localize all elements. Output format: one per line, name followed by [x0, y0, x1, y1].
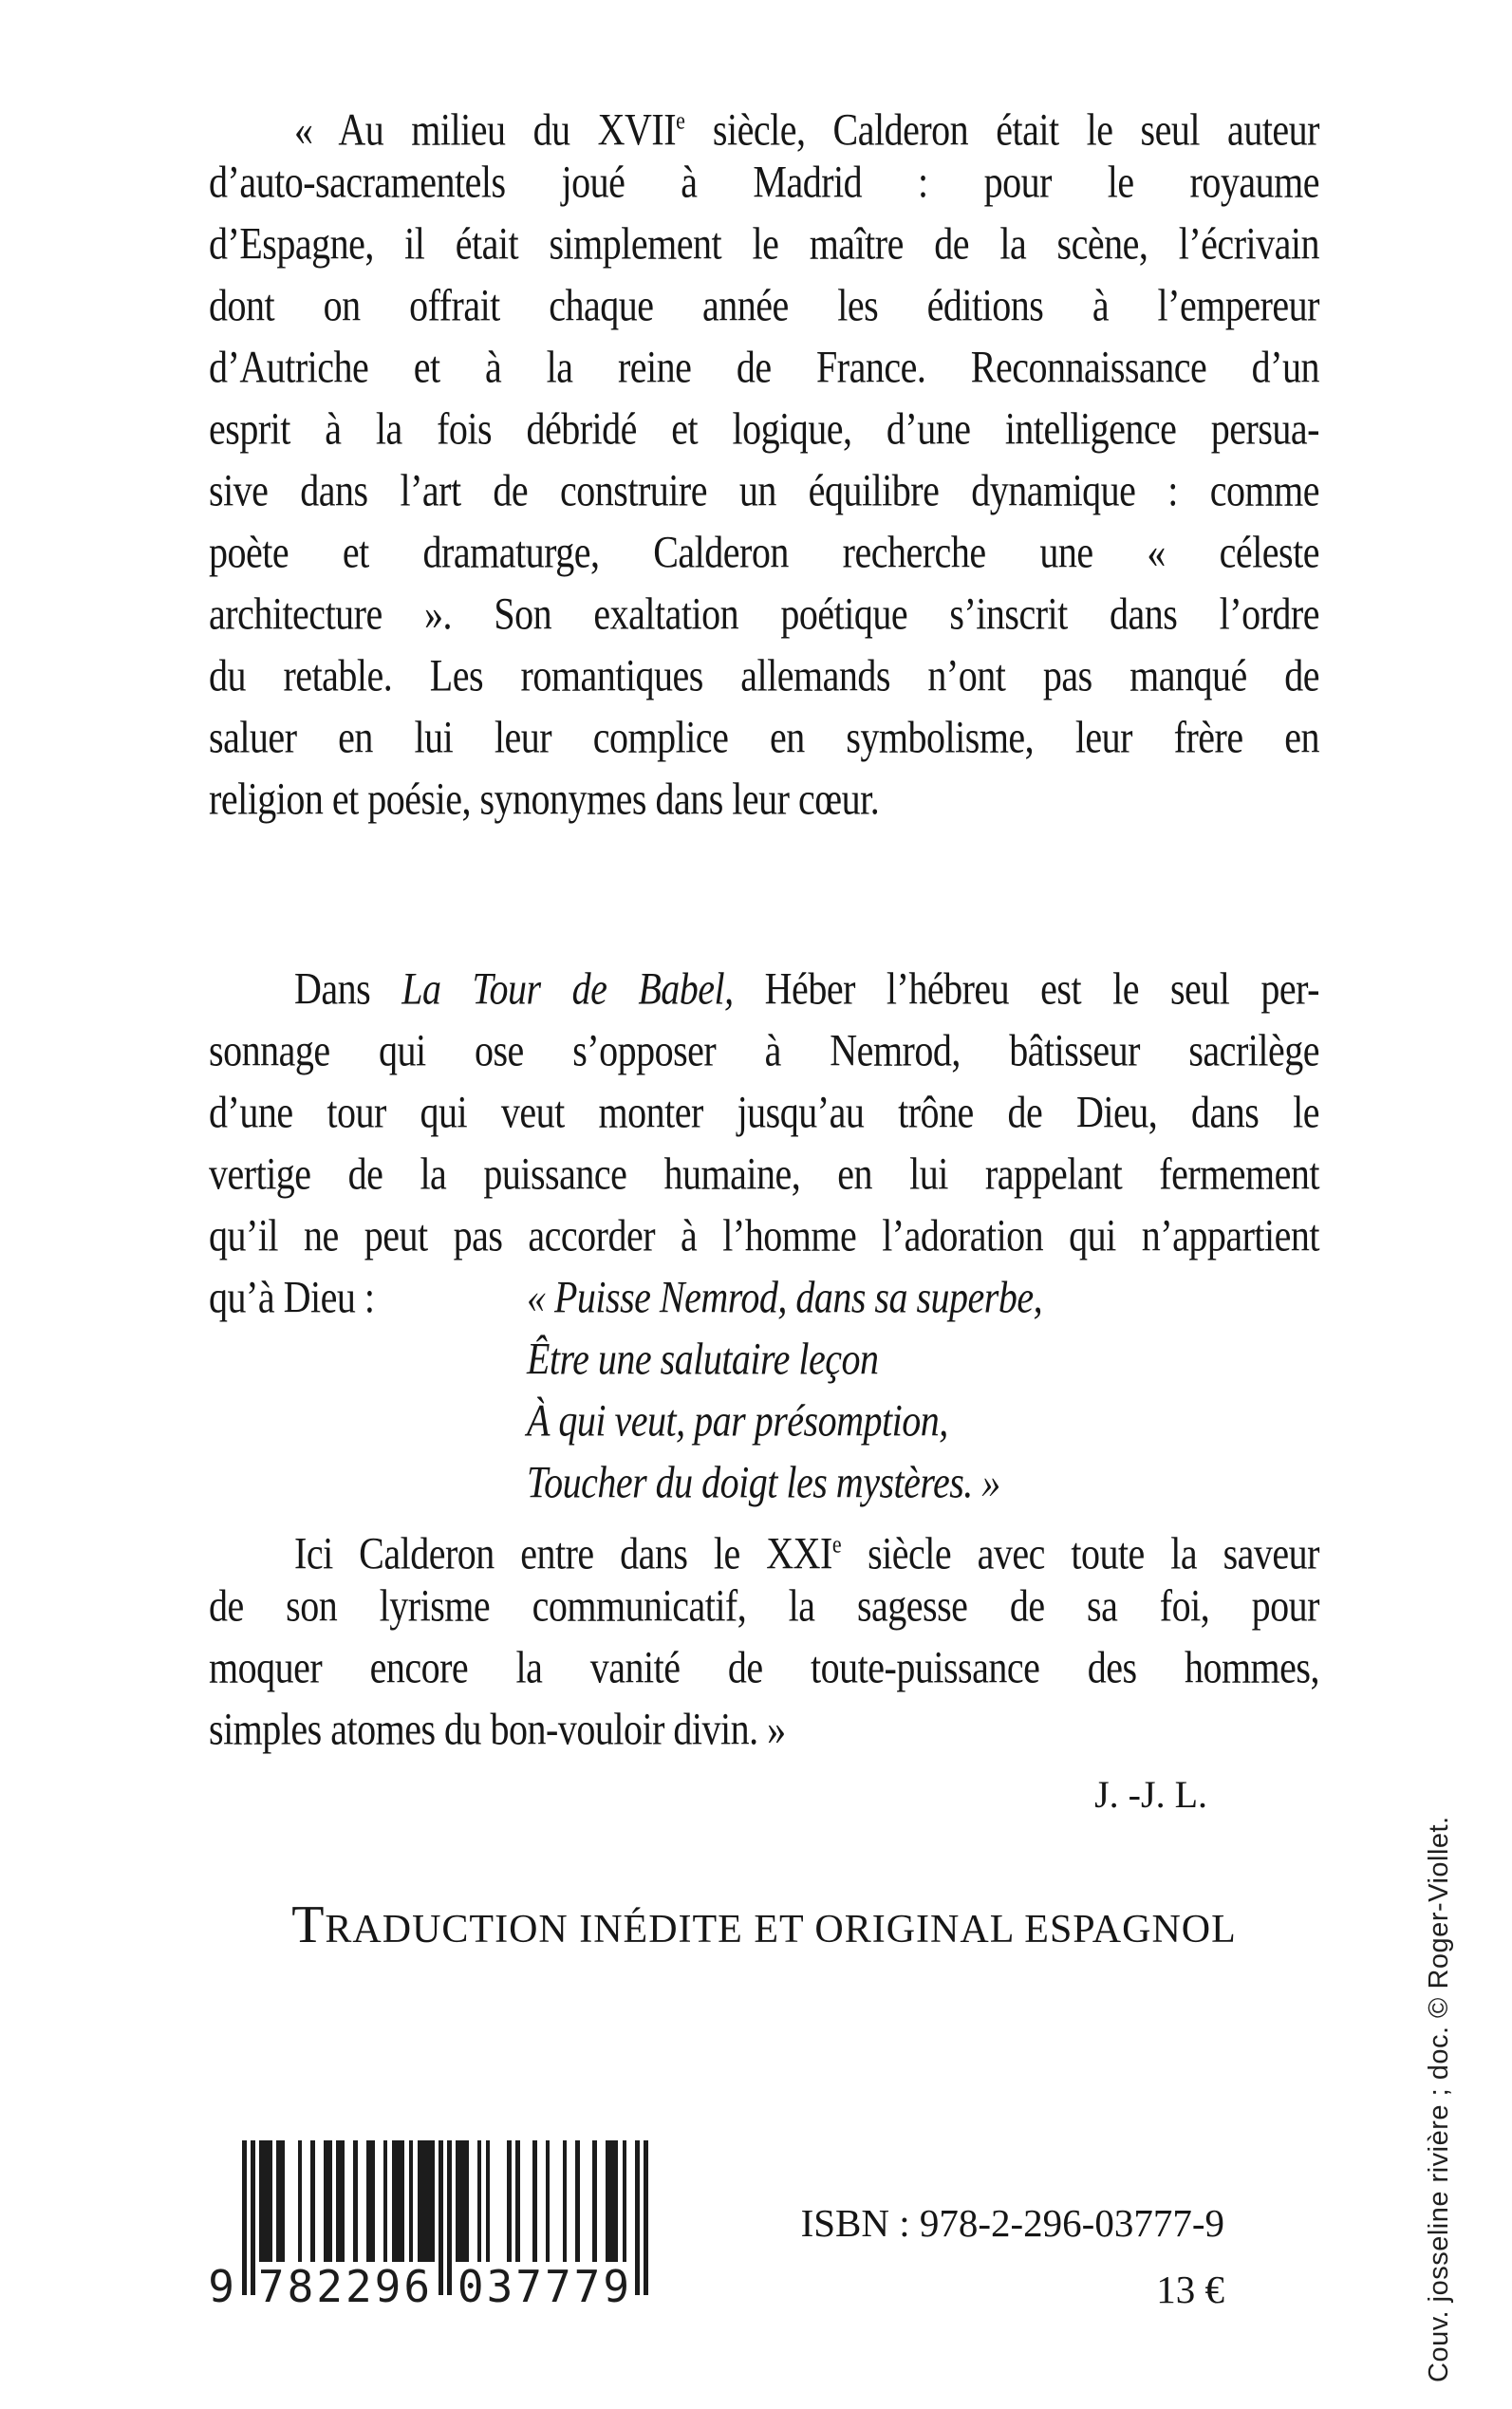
barcode-bar: [392, 2140, 405, 2262]
barcode-bar: [418, 2140, 435, 2262]
text-line: [209, 1692, 1319, 1765]
text-segment: sonnage qui ose s’opposer à Nemrod, bâtisseur sacrilège: [209, 1025, 1319, 1076]
cover-credit-vertical: Couv. josseline rivière ; doc. © Roger-Viollet.: [1424, 1816, 1454, 2382]
isbn-line: ISBN : 978-2-296-03777-9: [800, 2201, 1224, 2245]
superscript: e: [831, 1530, 842, 1559]
barcode-left-digits: 782296: [257, 2261, 434, 2312]
barcode-bar: [532, 2140, 537, 2262]
verse-text: Être une salutaire leçon: [527, 1334, 879, 1385]
text-line: [209, 762, 1319, 835]
verse-text: « Puisse Nemrod, dans sa superbe,: [527, 1272, 1043, 1323]
text-segment: La Tour de Babel,: [401, 963, 734, 1015]
para-1: [209, 93, 1319, 833]
barcode-bar: [606, 2140, 619, 2262]
verse: [209, 1270, 1319, 1517]
text-segment: XXI: [766, 1527, 832, 1579]
barcode: [208, 2140, 648, 2321]
barcode-bar: [486, 2140, 491, 2262]
text-segment: sive dans l’art de construire un équilibre dynamique : comme: [209, 465, 1319, 516]
para-2: [209, 962, 1319, 1270]
text-segment: de son lyrisme communicatif, la sagesse de sa foi, pour: [209, 1580, 1319, 1632]
barcode-prefix-digit: 9: [208, 2261, 234, 2312]
text-segment: d’une tour qui veut monter jusqu’au trône de Dieu, dans le: [209, 1087, 1319, 1138]
text-segment: « Au milieu du: [294, 103, 598, 156]
barcode-bar: [324, 2140, 332, 2262]
barcode-bar: [623, 2140, 627, 2262]
barcode-bar: [409, 2140, 414, 2262]
barcode-bar: [251, 2140, 255, 2295]
back-cover-blurb: [209, 93, 1319, 1764]
text-segment: vertige de la puissance humaine, en lui rappelant fermement: [209, 1148, 1319, 1200]
text-segment: Ici Calderon entre dans le: [294, 1527, 767, 1579]
barcode-bar: [546, 2140, 551, 2262]
barcode-bar: [507, 2140, 512, 2262]
text-segment: du retable. Les romantiques allemands n’ont pas manqué de: [209, 650, 1319, 701]
text-segment: d’Espagne, il était simplement le maître de la scène, l’écrivain: [209, 218, 1319, 270]
text-segment: siècle, Calderon était le seul auteur: [684, 103, 1320, 156]
barcode-bar: [242, 2140, 247, 2295]
barcode-bar: [383, 2140, 388, 2262]
barcode-bar: [259, 2140, 272, 2262]
barcode-bar: [366, 2140, 375, 2262]
text-segment: Héber l’hébreu est le seul per-: [733, 963, 1319, 1015]
verse-text: Toucher du doigt les mystères. »: [527, 1457, 1000, 1508]
tagline: TRADUCTION INÉDITE ET ORIGINAL ESPAGNOL: [291, 1895, 1237, 1954]
verse-text: À qui veut, par présomption,: [527, 1395, 948, 1447]
text-segment: esprit à la fois débridé et logique, d’une intelligence persua-: [209, 403, 1319, 455]
text-segment: poète et dramaturge, Calderon recherche une « céleste: [209, 527, 1319, 578]
barcode-bar: [439, 2140, 443, 2295]
superscript: e: [676, 106, 685, 135]
text-segment: d’Autriche et à la reine de France. Reconnaissance d’un: [209, 342, 1319, 393]
text-segment: dont on offrait chaque année les éditions à l’empereur: [209, 280, 1319, 331]
barcode-bar: [276, 2140, 285, 2262]
barcode-bar: [515, 2140, 520, 2262]
price: 13 €: [1156, 2268, 1224, 2311]
barcode-bar: [477, 2140, 482, 2262]
barcode-bar: [447, 2140, 452, 2295]
barcode-bar: [635, 2140, 640, 2295]
text-segment: siècle avec toute la saveur: [841, 1527, 1320, 1579]
barcode-bar: [353, 2140, 358, 2262]
barcode-bar: [575, 2140, 580, 2262]
text-segment: religion et poésie, synonymes dans leur cœur.: [209, 774, 880, 825]
barcode-bar: [298, 2140, 303, 2262]
barcode-bar: [644, 2140, 648, 2295]
text-segment: simples atomes du bon-vouloir divin. »: [209, 1704, 786, 1755]
verse-intro-label: qu’à Dieu :: [209, 1272, 375, 1323]
text-segment: d’auto-sacramentels joué à Madrid : pour le royaume: [209, 157, 1319, 208]
text-segment: XVII: [597, 103, 677, 156]
para-3: [209, 1517, 1319, 1764]
text-segment: saluer en lui leur complice en symbolisme, leur frère en: [209, 712, 1319, 763]
barcode-bar: [456, 2140, 469, 2262]
barcode-bar: [563, 2140, 568, 2262]
barcode-right-digits: 037779: [457, 2261, 633, 2312]
text-segment: architecture ». Son exaltation poétique s’inscrit dans l’ordre: [209, 588, 1319, 640]
barcode-bar: [592, 2140, 597, 2262]
text-segment: qu’il ne peut pas accorder à l’homme l’adoration qui n’appartient: [209, 1210, 1319, 1261]
text-segment: moquer encore la vanité de toute-puissance des hommes,: [209, 1642, 1319, 1693]
text-segment: Dans: [294, 963, 402, 1015]
signature: J. -J. L.: [1094, 1773, 1207, 1816]
barcode-bar: [336, 2140, 345, 2262]
barcode-bar: [310, 2140, 315, 2262]
